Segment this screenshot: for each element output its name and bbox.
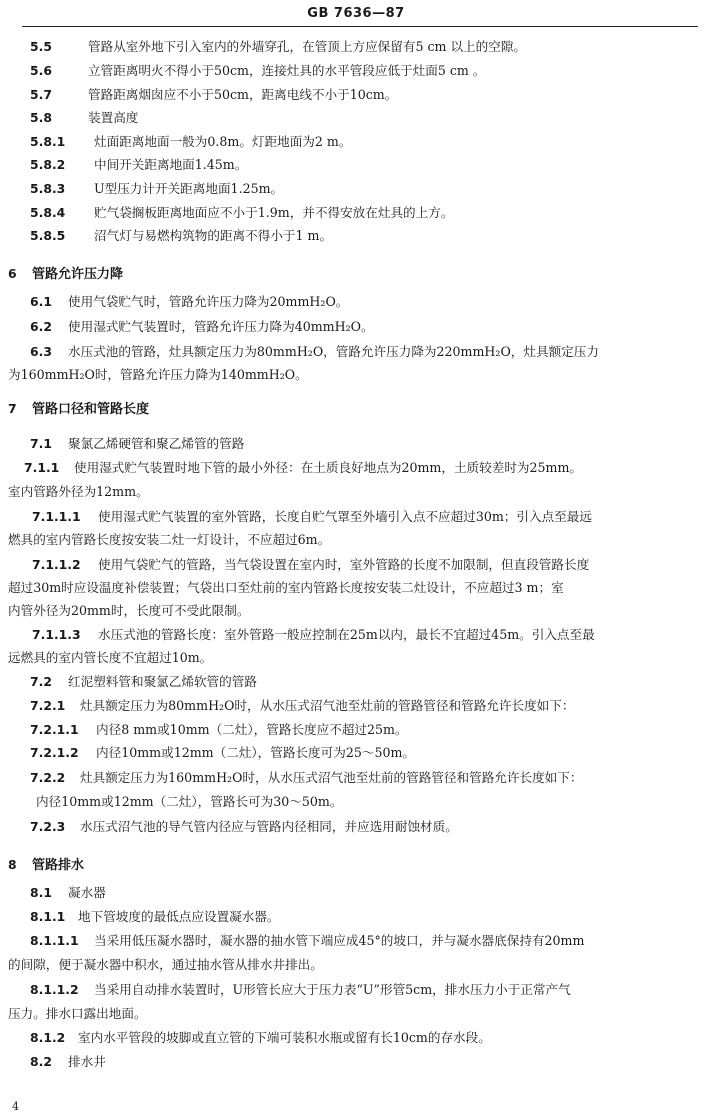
clause-continuation [8, 366, 308, 384]
clause-text: 聚氯乙烯硬管和聚乙烯管的管路 [68, 436, 245, 451]
clause-text: 凝水器 [68, 885, 106, 900]
clause-6 [8, 265, 123, 283]
clause-text: 中间开关距离地面1.45m。 [94, 157, 248, 172]
clause-7-2 [30, 673, 257, 691]
clause-number: 7.1.1 [24, 460, 60, 475]
clause-5-7 [30, 86, 397, 104]
clause-number: 5.8.4 [30, 205, 66, 220]
clause-number: 7.2.3 [30, 819, 66, 834]
clause-number: 5.8.5 [30, 228, 66, 243]
clause-number: 8 [8, 857, 17, 872]
clause-number: 7.2.1.2 [30, 745, 79, 760]
clause-6-3 [30, 343, 599, 361]
clause-text: 内管外径为20mm时，长度可不受此限制。 [8, 603, 250, 618]
section-heading: 管路口径和管路长度 [32, 402, 150, 417]
clause-text: 为160mmH₂O时，管路允许压力降为140mmH₂O。 [8, 367, 308, 382]
clause-number: 6 [8, 266, 17, 281]
clause-text: 红泥塑料管和聚氯乙烯软管的管路 [68, 674, 257, 689]
clause-text: 灶面距离地面一般为0.8m。灯距地面为2 m。 [94, 134, 352, 149]
clause-number: 7.2.2 [30, 770, 66, 785]
clause-number: 8.2 [30, 1054, 52, 1069]
clause-7-2-1-1 [30, 721, 408, 739]
clause-number: 8.1.1 [30, 909, 66, 924]
clause-number: 5.7 [30, 87, 52, 102]
clause-8-1 [30, 884, 106, 902]
clause-number: 8.1.1.2 [30, 982, 79, 997]
clause-continuation [36, 793, 342, 811]
clause-8 [8, 856, 84, 874]
clause-7-1-1 [24, 459, 582, 477]
clause-text: 压力。排水口露出地面。 [8, 1006, 147, 1021]
clause-number: 6.1 [30, 294, 52, 309]
clause-text: 使用气袋贮气的管路，当气袋设置在室内时，室外管路的长度不加限制，但直段管路长度 [98, 557, 590, 572]
clause-8-1-1-1 [30, 932, 584, 950]
clause-text: 贮气袋搁板距离地面应不小于1.9m，并不得安放在灶具的上方。 [94, 205, 454, 220]
clause-7-2-1-2 [30, 744, 415, 762]
clause-text: 室内水平管段的坡脚或直立管的下端可装积水瓶或留有长10cm的存水段。 [78, 1030, 491, 1045]
clause-text: 超过30m时应设温度补偿装置；气袋出口至灶前的室内管路长度按安装二灶设计，不应超过3 m；室 [8, 580, 564, 595]
clause-continuation [8, 956, 323, 974]
clause-text: 管路距离烟囱应不小于50cm，距离电线不小于10cm。 [88, 87, 398, 102]
clause-7-1-1-1 [32, 508, 592, 526]
clause-number: 5.6 [30, 63, 52, 78]
clause-7-2-2 [30, 769, 582, 787]
clause-8-1-2 [30, 1029, 491, 1047]
clause-continuation [8, 1005, 147, 1023]
clause-number: 8.1 [30, 885, 52, 900]
clause-7-2-3 [30, 818, 458, 836]
page-number: 4 [12, 1100, 19, 1113]
clause-8-1-1 [30, 908, 280, 926]
clause-number: 7.1.1.3 [32, 627, 81, 642]
clause-text: 当采用低压凝水器时，凝水器的抽水管下端应成45°的坡口，并与凝水器底保持有20mm [94, 933, 585, 948]
clause-text: 当采用自动排水装置时，U形管长应大于压力表“U”形管5cm，排水压力小于正常产气 [94, 982, 571, 997]
clause-number: 8.1.1.1 [30, 933, 79, 948]
clause-text: 立管距离明火不得小于50cm，连接灶具的水平管段应低于灶面5 cm 。 [88, 63, 486, 78]
clause-7-1-1-2 [32, 556, 589, 574]
clause-text: 排水井 [68, 1054, 106, 1069]
clause-continuation [8, 602, 249, 620]
clause-text: 水压式池的管路长度：室外管路一般应控制在25m以内，最长不宜超过45m。引入点至最 [98, 627, 595, 642]
section-heading: 管路允许压力降 [32, 267, 124, 282]
clause-text: U型压力计开关距离地面1.25m。 [94, 181, 284, 196]
clause-number: 5.8.3 [30, 181, 66, 196]
clause-number: 7.2.1.1 [30, 722, 79, 737]
clause-number: 7.2 [30, 674, 52, 689]
clause-text: 内径10mm或12mm（二灶），管路长度可为25～50m。 [96, 745, 416, 760]
clause-5-8-5 [30, 227, 332, 245]
clause-text: 地下管坡度的最低点应设置凝水器。 [78, 909, 280, 924]
clause-7 [8, 400, 149, 418]
clause-continuation [8, 649, 212, 667]
clause-text: 灶具额定压力为80mmH₂O时，从水压式沼气池至灶前的管路管径和管路允许长度如下： [80, 698, 575, 713]
clause-text: 使用湿式贮气装置时，管路允许压力降为40mmH₂O。 [68, 319, 374, 334]
clause-text: 内径10mm或12mm（二灶），管路长可为30～50m。 [36, 794, 343, 809]
clause-7-1-1-3 [32, 626, 595, 644]
clause-continuation [8, 579, 564, 597]
clause-number: 8.1.2 [30, 1030, 66, 1045]
clause-5-8-1 [30, 133, 351, 151]
clause-5-8-4 [30, 204, 453, 222]
clause-text: 水压式沼气池的导气管内径应与管路内径相同，并应选用耐蚀材质。 [80, 819, 458, 834]
clause-8-2 [30, 1053, 106, 1071]
clause-number: 7.2.1 [30, 698, 66, 713]
clause-5-8-3 [30, 180, 283, 198]
clause-5-5 [30, 38, 526, 56]
clause-text: 管路从室外地下引入室内的外墙穿孔，在管顶上方应保留有5 cm 以上的空隙。 [88, 39, 527, 54]
clause-text: 水压式池的管路，灶具额定压力为80mmH₂O，管路允许压力降为220mmH₂O，灶具额定压力 [68, 344, 599, 359]
clause-text: 燃具的室内管路长度按安装二灶一灯设计，不应超过6m。 [8, 532, 331, 547]
clause-number: 5.5 [30, 39, 52, 54]
clause-5-8-2 [30, 156, 247, 174]
section-heading: 管路排水 [32, 858, 85, 873]
clause-text: 远燃具的室内管长度不宜超过10m。 [8, 650, 213, 665]
clause-7-1 [30, 435, 244, 453]
clause-5-6 [30, 62, 485, 80]
clause-number: 5.8 [30, 110, 52, 125]
clause-number: 5.8.1 [30, 134, 66, 149]
clause-text: 室内管路外径为12mm。 [8, 484, 149, 499]
clause-6-1 [30, 293, 348, 311]
clause-text: 使用气袋贮气时，管路允许压力降为20mmH₂O。 [68, 294, 349, 309]
header-divider [22, 26, 698, 27]
clause-number: 7.1 [30, 436, 52, 451]
clause-text: 沼气灯与易燃构筑物的距离不得小于1 m。 [94, 228, 333, 243]
clause-text: 的间隙，便于凝水器中积水，通过抽水管从排水井排出。 [8, 957, 323, 972]
clause-number: 6.3 [30, 344, 52, 359]
clause-5-8 [30, 109, 138, 127]
clause-8-1-1-2 [30, 981, 571, 999]
clause-number: 7.1.1.2 [32, 557, 81, 572]
clause-text: 内径8 mm或10mm（二灶），管路长度应不超过25m。 [96, 722, 408, 737]
page-header: GB 7636—87 [307, 6, 405, 21]
clause-number: 7 [8, 401, 17, 416]
clause-7-2-1 [30, 697, 574, 715]
clause-continuation [8, 483, 149, 501]
clause-text: 装置高度 [88, 110, 139, 125]
clause-number: 5.8.2 [30, 157, 66, 172]
clause-text: 使用湿式贮气装置的室外管路，长度自贮气罩至外墙引入点不应超过30m；引入点至最远 [98, 509, 592, 524]
clause-text: 使用湿式贮气装置时地下管的最小外径：在土质良好地点为20mm，土质较差时为25mm。 [74, 460, 583, 475]
clause-6-2 [30, 318, 374, 336]
clause-text: 灶具额定压力为160mmH₂O时，从水压式沼气池至灶前的管路管径和管路允许长度如下： [80, 770, 583, 785]
clause-number: 6.2 [30, 319, 52, 334]
clause-continuation [8, 531, 330, 549]
clause-number: 7.1.1.1 [32, 509, 81, 524]
